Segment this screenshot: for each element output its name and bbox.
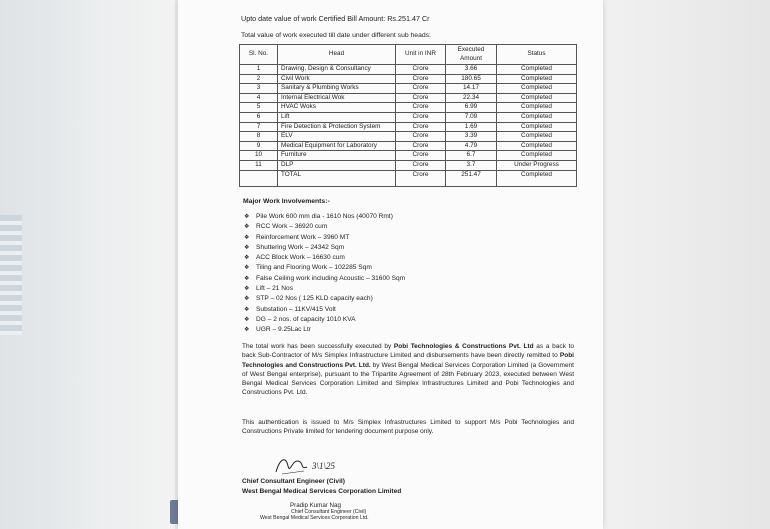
- cell-amount: 3.66: [446, 65, 497, 75]
- stamp-title: Chief Consultant Engineer (Civil): [291, 509, 367, 515]
- document-page: [178, 0, 603, 529]
- list-item-text: DG – 2 nos. of capacity 1010 KVA: [256, 315, 356, 323]
- major-works-list: [244, 212, 405, 336]
- cell-head: Furniture: [278, 151, 396, 161]
- cell-status: Completed: [497, 112, 577, 122]
- cell-unit: Crore: [396, 65, 446, 75]
- list-item-text: Reinforcement Work – 3960 MT: [256, 233, 350, 241]
- total-cell-unit: Crore: [396, 170, 446, 186]
- table-row: [240, 151, 577, 161]
- cell-head: Sanitary & Plumbing Works: [278, 84, 396, 94]
- diamond-bullet-icon: ❖: [244, 306, 250, 313]
- cell-head: Fire Detection & Protection System: [278, 122, 396, 132]
- list-item: [244, 222, 405, 232]
- cell-head: Drawing, Design & Consultancy: [278, 65, 396, 75]
- cell-unit: Crore: [396, 84, 446, 94]
- authentication-paragraph: This authentication is issued to M/s Simplex Infrastructures Limited to support M/s Pobi Technologies and Constructions Private limited for tendering document purpose only.: [242, 419, 574, 436]
- cell-sl-no: 7: [240, 122, 278, 132]
- cell-sl-no: 2: [240, 74, 278, 84]
- signatory-org: West Bengal Medical Services Corporation Limited: [242, 488, 402, 495]
- header-status: Status: [497, 45, 577, 65]
- cell-head: Internal Electrical Wok: [278, 93, 396, 103]
- cell-amount: 22.34: [446, 93, 497, 103]
- cell-unit: Crore: [396, 93, 446, 103]
- cell-unit: Crore: [396, 141, 446, 151]
- list-item: [244, 274, 405, 284]
- diamond-bullet-icon: ❖: [244, 224, 250, 231]
- list-item: [244, 284, 405, 294]
- total-cell-sl-no: [240, 170, 278, 186]
- cell-sl-no: 8: [240, 132, 278, 142]
- diamond-bullet-icon: ❖: [244, 327, 250, 334]
- list-item-text: Tiling and Flooring Work – 102285 Sqm: [256, 264, 372, 272]
- list-item: [244, 315, 405, 325]
- background-window: [0, 215, 22, 335]
- list-item-text: False Ceiling work including Acoustic – 31600 Sqm: [256, 274, 406, 282]
- total-cell-status: Completed: [497, 170, 577, 186]
- background-right: [600, 0, 770, 529]
- table-row: [240, 103, 577, 113]
- table-row: [240, 160, 577, 170]
- cell-head: Medical Equipment for Laboratory: [278, 141, 396, 151]
- table-row: [240, 93, 577, 103]
- table-total-row: [240, 170, 577, 186]
- cell-sl-no: 4: [240, 93, 278, 103]
- cell-sl-no: 6: [240, 112, 278, 122]
- table-row: [240, 74, 577, 84]
- cell-unit: Crore: [396, 74, 446, 84]
- list-item-text: Shuttering Work – 24342 Sqm: [256, 243, 345, 251]
- para1-text-a: The total work has been successfully executed by: [242, 343, 394, 350]
- para1-text-c: as a back to back Sub-Contractor of M/s Simplex Infrastructure Limited and disbursements have been directly remitted to: [242, 343, 574, 360]
- diamond-bullet-icon: ❖: [244, 214, 250, 220]
- cell-status: Completed: [497, 132, 577, 142]
- diamond-bullet-icon: ❖: [244, 275, 250, 282]
- list-item-text: Lift – 21 Nos: [256, 285, 294, 293]
- cell-sl-no: 10: [240, 151, 278, 161]
- header-sl-no: Sl. No.: [240, 45, 278, 65]
- table-body: [240, 65, 577, 187]
- list-item-text: RCC Work – 36920 cum: [256, 223, 328, 231]
- cell-status: Completed: [497, 84, 577, 94]
- execution-paragraph: [242, 342, 574, 398]
- cell-amount: 1.69: [446, 122, 497, 132]
- cell-status: Completed: [497, 122, 577, 132]
- list-item-text: Substation – 11KV/415 Volt: [256, 305, 336, 313]
- cell-status: Completed: [497, 141, 577, 151]
- stamp-name: Pradip Kumar Nag: [290, 502, 341, 509]
- list-item: [244, 212, 405, 222]
- cell-head: HVAC Woks: [278, 103, 396, 113]
- list-item: [244, 233, 405, 243]
- cell-unit: Crore: [396, 151, 446, 161]
- cell-amount: 6.7: [446, 151, 497, 161]
- cell-sl-no: 9: [240, 141, 278, 151]
- total-cell-amount: 251.47: [446, 170, 497, 186]
- cell-unit: Crore: [396, 122, 446, 132]
- table-row: [240, 112, 577, 122]
- cell-status: Completed: [497, 74, 577, 84]
- cell-amount: 3.39: [446, 132, 497, 142]
- list-item-text: UGR – 9.25Lac Ltr: [256, 326, 311, 334]
- signatory-title: Chief Consultant Engineer (Civil): [242, 478, 345, 485]
- diamond-bullet-icon: ❖: [244, 296, 250, 303]
- diamond-bullet-icon: ❖: [244, 244, 250, 251]
- para1-company-b: Pobi Technologies and Constructions Pvt. Ltd.: [242, 352, 574, 369]
- list-item-text: Pile Work 600 mm dia - 1610 Nos (40070 Rmt): [256, 213, 393, 220]
- list-item: [244, 253, 405, 263]
- background-left: [0, 0, 175, 529]
- para1-text-e: by West Bengal Medical Services Corporation Limited (a Government of West Bengal enterprise), pursuant to the Tripartite Agreement of 28th February 2023, executed between West Bengal Medical Services Corporation Limited and Simplex Infrastructures Limited and Pobi Technologies and Constructions Pvt. Ltd.: [242, 361, 574, 397]
- cell-amount: 7.09: [446, 112, 497, 122]
- cell-amount: 4.79: [446, 141, 497, 151]
- list-item: [244, 243, 405, 253]
- list-item: [244, 305, 405, 315]
- diamond-bullet-icon: ❖: [244, 286, 250, 293]
- diamond-bullet-icon: ❖: [244, 316, 250, 323]
- diamond-bullet-icon: ❖: [244, 234, 250, 241]
- table-row: [240, 84, 577, 94]
- table-row: [240, 65, 577, 75]
- cell-sl-no: 1: [240, 65, 278, 75]
- cell-unit: Crore: [396, 112, 446, 122]
- bill-amount-line: Upto date value of work Certified Bill Amount: Rs.251.47 Cr: [241, 14, 430, 23]
- subhead-line: Total value of work executed till date under different sub heads:: [241, 32, 431, 39]
- signature-image: [274, 452, 354, 478]
- table-row: [240, 132, 577, 142]
- cell-amount: 3.7: [446, 160, 497, 170]
- cell-unit: Crore: [396, 132, 446, 142]
- cell-sl-no: 11: [240, 160, 278, 170]
- major-works-title: Major Work Involvements:-: [243, 198, 330, 205]
- cell-status: Completed: [497, 93, 577, 103]
- cell-head: ELV: [278, 132, 396, 142]
- list-item-text: STP – 02 Nos ( 125 KLD capacity each): [256, 295, 373, 303]
- cell-status: Completed: [497, 103, 577, 113]
- diamond-bullet-icon: ❖: [244, 265, 250, 272]
- cell-sl-no: 3: [240, 84, 278, 94]
- cell-head: Civil Work: [278, 74, 396, 84]
- cell-head: DLP: [278, 160, 396, 170]
- list-item: [244, 325, 405, 335]
- cell-unit: Crore: [396, 160, 446, 170]
- cell-status: Completed: [497, 151, 577, 161]
- list-item-text: ACC Block Work – 16630 cum: [256, 254, 345, 262]
- table-header-row: [240, 45, 577, 65]
- header-executed-amount: Executed Amount: [446, 45, 497, 65]
- cell-head: Lift: [278, 112, 396, 122]
- stamp-org: West Bengal Medical Services Corporation Ltd.: [260, 515, 369, 521]
- para1-company-a: Pobi Technologies & Constructions Pvt. Ltd: [393, 343, 534, 350]
- work-table: [239, 44, 577, 187]
- cell-unit: Crore: [396, 103, 446, 113]
- diamond-bullet-icon: ❖: [244, 255, 250, 262]
- cell-amount: 6.99: [446, 103, 497, 113]
- cell-amount: 180.65: [446, 74, 497, 84]
- table-row: [240, 122, 577, 132]
- cell-status: Under Progress: [497, 160, 577, 170]
- table-row: [240, 141, 577, 151]
- signature-date: 3\1\25: [312, 461, 336, 471]
- header-unit: Unit in INR: [396, 45, 446, 65]
- cell-sl-no: 5: [240, 103, 278, 113]
- list-item: [244, 294, 405, 304]
- header-head: Head: [278, 45, 396, 65]
- total-cell-head: TOTAL: [278, 170, 396, 186]
- cell-status: Completed: [497, 65, 577, 75]
- list-item: [244, 263, 405, 273]
- cell-amount: 14.17: [446, 84, 497, 94]
